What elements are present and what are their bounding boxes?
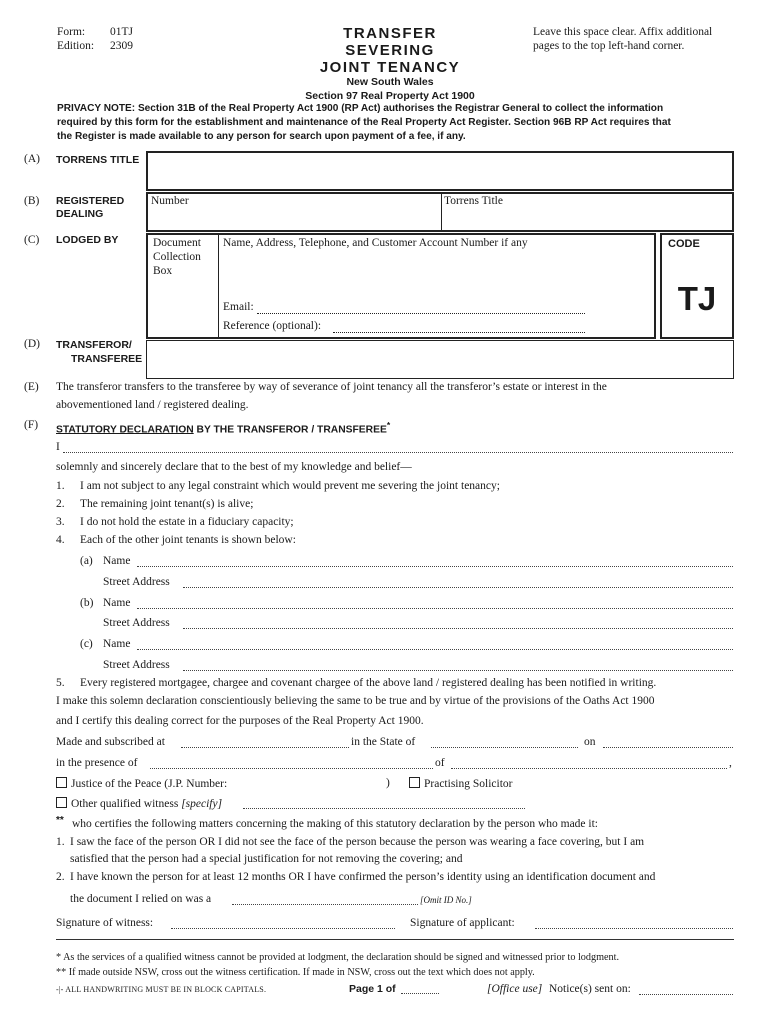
tenant-a-letter: (a) (80, 555, 93, 567)
section-c-letter: (C) (24, 234, 40, 246)
email-label: Email: (223, 301, 254, 313)
page-number-label: Page 1 of (349, 983, 396, 995)
title-line-2: SEVERING (345, 42, 435, 59)
jurisdiction: New South Wales (346, 76, 434, 88)
tenant-c-address-field[interactable] (183, 670, 733, 671)
dealing-number-field[interactable] (148, 210, 440, 228)
lodger-details-label: Name, Address, Telephone, and Customer Account Number if any (223, 237, 528, 249)
reference-label: Reference (optional): (223, 320, 322, 332)
document-collection-box-3: Box (153, 265, 173, 277)
form-label: Form: (57, 26, 86, 38)
title-line-3: JOINT TENANCY (319, 59, 461, 76)
transferee-label: TRANSFEREE (71, 353, 143, 365)
statutory-declaration-title: STATUTORY DECLARATION (56, 424, 194, 436)
act-section: Section 97 Real Property Act 1900 (305, 90, 475, 102)
made-at-label: Made and subscribed at (56, 736, 165, 748)
tenant-b-name-field[interactable] (137, 608, 733, 609)
applicant-signature-label: Signature of applicant: (410, 917, 515, 929)
declaration-by-label: BY THE TRANSFEROR / TRANSFEREE (193, 424, 387, 436)
made-at-field[interactable] (181, 747, 349, 748)
lodged-by-label: LODGED BY (56, 234, 119, 246)
document-collection-box-1: Document (153, 237, 201, 249)
statutory-declaration-heading (56, 420, 390, 435)
code-label: CODE (668, 238, 700, 250)
privacy-note-line-3: the Register is made available to any person for search upon payment of a fee, if any. (57, 131, 466, 142)
item-1-text: I am not subject to any legal constraint which would prevent me severing the joint tenancy; (80, 480, 500, 492)
solicitor-option[interactable] (409, 777, 512, 790)
torrens-title-label: TORRENS TITLE (56, 154, 140, 166)
office-use-label: [Office use] (487, 983, 543, 995)
footer-divider (56, 939, 734, 940)
footnote-2: ** If made outside NSW, cross out the witness certification. If made in NSW, cross out the text which does not apply. (56, 967, 535, 978)
lodged-divider (218, 235, 219, 337)
dealing-torrens-title-label: Torrens Title (444, 195, 503, 207)
item-1-num: 1. (56, 480, 65, 492)
section-b-letter: (B) (24, 195, 40, 207)
tenant-a-name-field[interactable] (137, 566, 733, 567)
edition-number: 2309 (110, 40, 133, 52)
registered-dealing-label-2: DEALING (56, 208, 104, 220)
tenant-b-letter: (b) (80, 597, 94, 609)
declarant-name-field[interactable] (63, 452, 733, 453)
cert-2-line-1: I have known the person for at least 12 months OR I have confirmed the person’s identity using an identification document and (70, 871, 656, 883)
email-field[interactable] (257, 313, 585, 314)
other-witness-checkbox[interactable] (56, 797, 67, 808)
cert-1-num: 1. (56, 836, 65, 848)
transfer-statement-line-2: abovementioned land / registered dealing. (56, 399, 249, 411)
presence-label: in the presence of (56, 757, 138, 769)
notices-sent-field[interactable] (639, 994, 733, 995)
edition-label: Edition: (57, 40, 95, 52)
item-5-num: 5. (56, 677, 65, 689)
other-witness-option[interactable] (56, 797, 222, 810)
item-2-text: The remaining joint tenant(s) is alive; (80, 498, 254, 510)
transfer-statement-line-1: The transferor transfers to the transferee by way of severance of joint tenancy all the transferor’s estate or interest in the (56, 381, 607, 393)
other-witness-label: Other qualified witness (71, 798, 179, 810)
footnote-star: * (386, 420, 391, 430)
state-field[interactable] (431, 747, 578, 748)
tenant-c-address-label: Street Address (103, 659, 170, 671)
solicitor-checkbox[interactable] (409, 777, 420, 788)
section-e-letter: (E) (24, 381, 39, 393)
solemn-declaration-line-2: and I certify this dealing correct for the purposes of the Real Property Act 1900. (56, 715, 424, 727)
witness-address-field[interactable] (451, 768, 727, 769)
item-3-num: 3. (56, 516, 65, 528)
torrens-title-field[interactable] (146, 151, 734, 191)
clear-space-note-1: Leave this space clear. Affix additional (533, 26, 713, 38)
tenant-b-name-label: Name (103, 597, 131, 609)
page-count-field[interactable] (401, 993, 439, 994)
witness-name-field[interactable] (150, 768, 433, 769)
item-4-num: 4. (56, 534, 65, 546)
cert-2-num: 2. (56, 871, 65, 883)
declarant-i: I (56, 441, 60, 453)
witness-signature-field[interactable] (171, 928, 395, 929)
block-capitals-note: -|- ALL HANDWRITING MUST BE IN BLOCK CAPITALS. (56, 985, 267, 994)
title-line-1: TRANSFER (343, 25, 437, 42)
notices-sent-label: Notice(s) sent on: (549, 983, 631, 995)
tenant-b-address-field[interactable] (183, 628, 733, 629)
comma: , (729, 757, 732, 769)
dealing-number-label: Number (151, 195, 189, 207)
jp-checkbox[interactable] (56, 777, 67, 788)
section-d-letter: (D) (24, 338, 40, 350)
specify-label: [specify] (181, 798, 223, 810)
section-f-letter: (F) (24, 419, 39, 431)
reference-field[interactable] (333, 332, 585, 333)
solemn-declaration-line-1: I make this solemn declaration conscientiously believing the same to be true and by virtue of the provisions of the Oaths Act 1900 (56, 695, 655, 707)
section-a-letter: (A) (24, 153, 40, 165)
of-label: of (435, 757, 445, 769)
transferor-transferee-field[interactable] (146, 340, 734, 379)
cert-1-line-1: I saw the face of the person OR I did not see the face of the person because the person was wearing a face covering, but I am (70, 836, 645, 848)
cert-2-line-2: the document I relied on was a (70, 893, 212, 905)
item-3-text: I do not hold the estate in a fiduciary capacity; (80, 516, 294, 528)
document-collection-box-2: Collection (153, 251, 201, 263)
applicant-signature-field[interactable] (535, 928, 733, 929)
tenant-a-name-label: Name (103, 555, 131, 567)
tenant-c-name-label: Name (103, 638, 131, 650)
tenant-c-letter: (c) (80, 638, 93, 650)
transferor-label: TRANSFEROR/ (56, 339, 132, 351)
id-document-field[interactable] (232, 904, 418, 905)
other-witness-field[interactable] (243, 808, 525, 809)
witness-signature-label: Signature of witness: (56, 917, 154, 929)
cert-1-line-2: satisfied that the person had a special justification for not removing the covering; and (70, 853, 463, 865)
jp-option[interactable] (56, 777, 227, 790)
privacy-note-line-1: PRIVACY NOTE: Section 31B of the Real Property Act 1900 (RP Act) authorises the Registrar General to collect the information (57, 103, 664, 114)
double-star: ** (56, 815, 64, 826)
dealing-torrens-title-field[interactable] (443, 210, 730, 228)
omit-id-note: [Omit ID No.] (420, 895, 472, 905)
on-label: on (584, 736, 596, 748)
jp-close: ) (386, 777, 390, 789)
jp-label: Justice of the Peace (J.P. Number: (71, 778, 228, 790)
tenant-b-address-label: Street Address (103, 617, 170, 629)
clear-space-note-2: pages to the top left-hand corner. (533, 40, 685, 52)
item-4-text: Each of the other joint tenants is shown below: (80, 534, 296, 546)
item-5-text: Every registered mortgagee, chargee and covenant chargee of the above land / registered dealing has been notified in writing. (80, 677, 657, 689)
item-2-num: 2. (56, 498, 65, 510)
privacy-note-line-2: required by this form for the establishment and maintenance of the Real Property Act Register. Section 96B RP Act requires that (57, 117, 671, 128)
registered-dealing-label-1: REGISTERED (56, 195, 125, 207)
form-number: 01TJ (110, 26, 133, 38)
solicitor-label: Practising Solicitor (424, 778, 513, 790)
tenant-a-address-field[interactable] (183, 587, 733, 588)
dealing-divider (441, 194, 442, 230)
tenant-a-address-label: Street Address (103, 576, 170, 588)
code-value: TJ (677, 280, 717, 317)
tenant-c-name-field[interactable] (137, 649, 733, 650)
certifies-text: who certifies the following matters concerning the making of this statutory declaration by the person who made it: (72, 818, 598, 830)
solemnly-declare: solemnly and sincerely declare that to the best of my knowledge and belief— (56, 461, 412, 473)
state-label: in the State of (351, 736, 416, 748)
footnote-1: * As the services of a qualified witness cannot be provided at lodgment, the declaration should be signed and witnessed prior to lodgment. (56, 952, 620, 963)
date-field[interactable] (603, 747, 733, 748)
